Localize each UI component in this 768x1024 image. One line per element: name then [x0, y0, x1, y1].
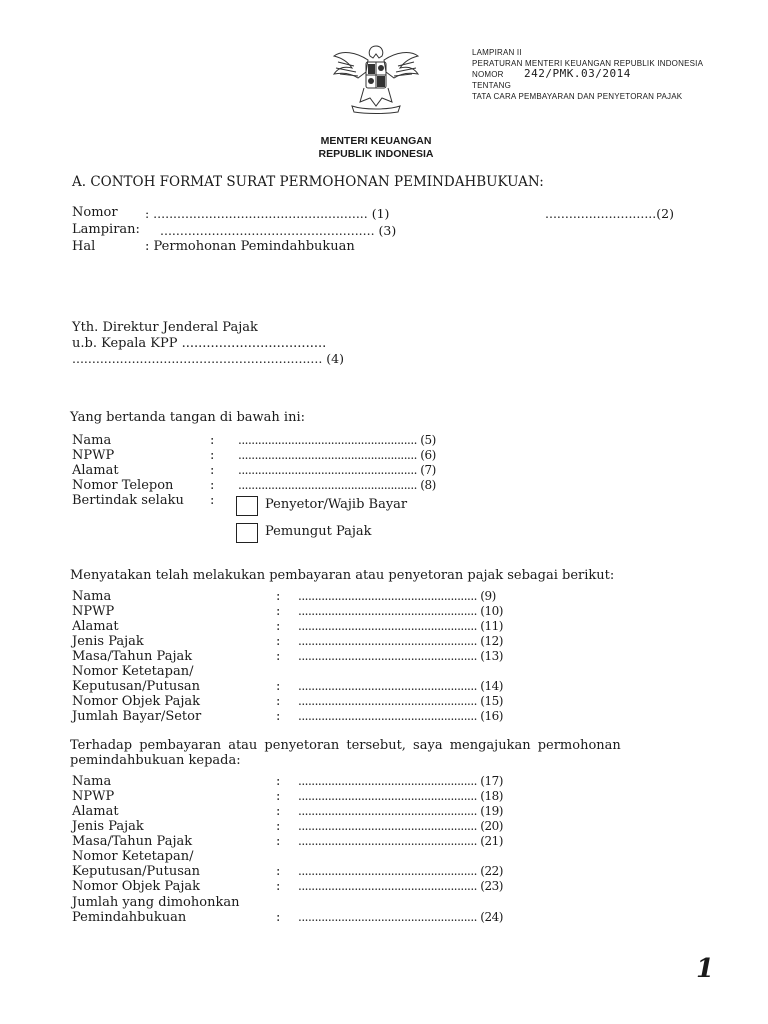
- nomor-label: NOMOR: [472, 70, 504, 79]
- nomor-field-value: : ...................................................... (1): [145, 206, 390, 221]
- payment-nama-label: Nama: [72, 589, 112, 604]
- transfer-jenis-label: Jenis Pajak: [72, 819, 144, 834]
- ministry-republic: REPUBLIK INDONESIA: [318, 148, 434, 160]
- judul-line: TATA CARA PEMBAYARAN DAN PENYETORAN PAJAK: [472, 92, 683, 101]
- addressee-line-3: ............................................................... (4): [72, 351, 345, 366]
- transfer-nama-value: ...................................................... (17): [298, 774, 503, 788]
- ministry-name: MENTERI KEUANGAN: [320, 135, 432, 147]
- signer-alamat-value: ...................................................... (7): [238, 463, 436, 477]
- transfer-intro-line-2: pemindahbukuan kepada:: [70, 753, 241, 768]
- transfer-nama-colon: :: [276, 774, 281, 789]
- payment-jenis-label: Jenis Pajak: [72, 634, 144, 649]
- addressee-line-2: u.b. Kepala KPP ...................................: [72, 336, 327, 351]
- hal-field-label: Hal: [72, 239, 96, 254]
- signer-alamat-colon: :: [210, 463, 215, 478]
- transfer-intro-line-1: Terhadap pembayaran atau penyetoran tersebut, saya mengajukan permohonan: [70, 738, 621, 753]
- signer-alamat-label: Alamat: [72, 463, 119, 478]
- payment-keputusan-value: ...................................................... (14): [298, 679, 503, 693]
- lampiran-field-value: ...................................................... (3): [160, 223, 397, 238]
- signer-telepon-label: Nomor Telepon: [72, 478, 174, 493]
- transfer-nop-value: ...................................................... (23): [298, 879, 503, 893]
- transfer-alamat-value: ...................................................... (19): [298, 804, 503, 818]
- payment-nama-colon: :: [276, 589, 281, 604]
- transfer-ketetapan-label: Nomor Ketetapan/: [72, 849, 194, 864]
- payment-nop-colon: :: [276, 694, 281, 709]
- transfer-nama-label: Nama: [72, 774, 112, 789]
- lampiran-label: LAMPIRAN II: [472, 48, 522, 57]
- signer-telepon-value: ...................................................... (8): [238, 478, 436, 492]
- payment-npwp-colon: :: [276, 604, 281, 619]
- pemungut-option-label: Pemungut Pajak: [265, 524, 372, 539]
- page-mark: 1: [696, 954, 715, 984]
- section-title: A. CONTOH FORMAT SURAT PERMOHONAN PEMINDAHBUKUAN:: [72, 174, 544, 190]
- transfer-jumlah-label: Jumlah yang dimohonkan: [72, 895, 240, 910]
- nomor-field-label: Nomor: [72, 205, 118, 220]
- lampiran-field-label: Lampiran:: [72, 222, 140, 237]
- addressee-line-1: Yth. Direktur Jenderal Pajak: [72, 320, 258, 335]
- signer-telepon-colon: :: [210, 478, 215, 493]
- payment-masa-label: Masa/Tahun Pajak: [72, 649, 193, 664]
- transfer-masa-value: ...................................................... (21): [298, 834, 503, 848]
- transfer-masa-colon: :: [276, 834, 281, 849]
- payment-alamat-colon: :: [276, 619, 281, 634]
- transfer-alamat-label: Alamat: [72, 804, 119, 819]
- transfer-pemindahbukuan-colon: :: [276, 910, 281, 925]
- signer-bertindak-colon: :: [210, 493, 215, 508]
- transfer-nop-label: Nomor Objek Pajak: [72, 879, 200, 894]
- payment-npwp-label: NPWP: [72, 604, 115, 619]
- signer-nama-label: Nama: [72, 433, 112, 448]
- payment-ketetapan-label: Nomor Ketetapan/: [72, 664, 194, 679]
- payment-alamat-label: Alamat: [72, 619, 119, 634]
- payment-nama-value: ...................................................... (9): [298, 589, 496, 603]
- payment-keputusan-colon: :: [276, 679, 281, 694]
- payment-jenis-value: ...................................................... (12): [298, 634, 503, 648]
- date-field-value: ............................(2): [545, 206, 674, 221]
- signer-npwp-value: ...................................................... (6): [238, 448, 436, 462]
- peraturan-line: PERATURAN MENTERI KEUANGAN REPUBLIK INDONESIA: [472, 59, 704, 68]
- payment-jenis-colon: :: [276, 634, 281, 649]
- hal-field-value: : Permohonan Pemindahbukuan: [145, 239, 355, 254]
- transfer-npwp-colon: :: [276, 789, 281, 804]
- pemungut-checkbox[interactable]: [236, 523, 258, 543]
- signer-bertindak-label: Bertindak selaku: [72, 493, 184, 508]
- transfer-nop-colon: :: [276, 879, 281, 894]
- payment-masa-colon: :: [276, 649, 281, 664]
- transfer-keputusan-label: Keputusan/Putusan: [72, 864, 201, 879]
- payment-masa-value: ...................................................... (13): [298, 649, 503, 663]
- nomor-value: 242/PMK.03/2014: [524, 67, 631, 80]
- transfer-masa-label: Masa/Tahun Pajak: [72, 834, 193, 849]
- transfer-alamat-colon: :: [276, 804, 281, 819]
- transfer-keputusan-colon: :: [276, 864, 281, 879]
- transfer-jenis-value: ...................................................... (20): [298, 819, 503, 833]
- tentang-label: TENTANG: [472, 81, 512, 90]
- garuda-emblem-icon: [330, 40, 422, 120]
- signer-npwp-label: NPWP: [72, 448, 115, 463]
- payment-nop-label: Nomor Objek Pajak: [72, 694, 200, 709]
- signer-nama-value: ...................................................... (5): [238, 433, 436, 447]
- signer-npwp-colon: :: [210, 448, 215, 463]
- payment-nop-value: ...................................................... (15): [298, 694, 503, 708]
- payment-jumlah-label: Jumlah Bayar/Setor: [72, 709, 202, 724]
- payment-jumlah-value: ...................................................... (16): [298, 709, 503, 723]
- transfer-pemindahbukuan-value: ...................................................... (24): [298, 910, 503, 924]
- payment-npwp-value: ...................................................... (10): [298, 604, 503, 618]
- signer-intro: Yang bertanda tangan di bawah ini:: [70, 410, 305, 425]
- payment-intro: Menyatakan telah melakukan pembayaran atau penyetoran pajak sebagai berikut:: [70, 568, 615, 583]
- penyetor-option-label: Penyetor/Wajib Bayar: [265, 497, 408, 512]
- transfer-jenis-colon: :: [276, 819, 281, 834]
- penyetor-checkbox[interactable]: [236, 496, 258, 516]
- transfer-keputusan-value: ...................................................... (22): [298, 864, 503, 878]
- transfer-npwp-value: ...................................................... (18): [298, 789, 503, 803]
- payment-alamat-value: ...................................................... (11): [298, 619, 503, 633]
- payment-jumlah-colon: :: [276, 709, 281, 724]
- transfer-npwp-label: NPWP: [72, 789, 115, 804]
- payment-keputusan-label: Keputusan/Putusan: [72, 679, 201, 694]
- signer-nama-colon: :: [210, 433, 215, 448]
- transfer-pemindahbukuan-label: Pemindahbukuan: [72, 910, 187, 925]
